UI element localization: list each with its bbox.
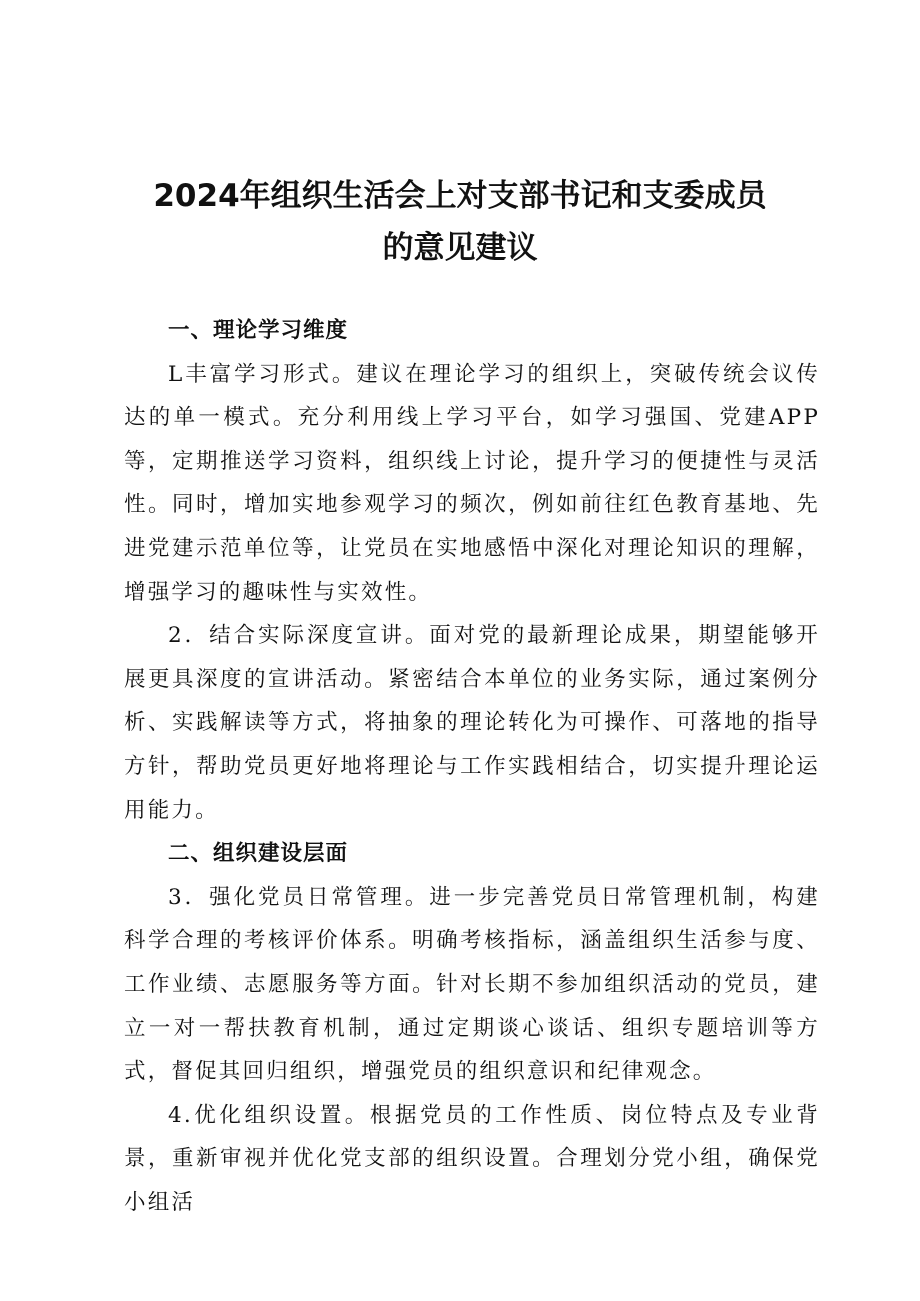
document-body <box>124 309 820 1224</box>
section-heading-organization: 二、组织建设层面 <box>168 841 349 867</box>
paragraph-2: 2．结合实际深度宣讲。面对党的最新理论成果，期望能够开展更具深度的宣讲活动。紧密结合本单位的业务实际，通过案例分析、实践解读等方式，将抽象的理论转化为可操作、可落地的指导方针，帮助党员更好地将理论与工作实践相结合，切实提升理论运用能力。 <box>124 623 820 823</box>
paragraph-1: L丰富学习形式。建议在理论学习的组织上，突破传统会议传达的单一模式。充分利用线上学习平台，如学习强国、党建APP等，定期推送学习资料，组织线上讨论，提升学习的便捷性与灵活性。同时，增加实地参观学习的频次，例如前往红色教育基地、先进党建示范单位等，让党员在实地感悟中深化对理论知识的理解，增强学习的趣味性与实效性。 <box>124 361 820 605</box>
section-heading-theory: 一、理论学习维度 <box>168 318 349 343</box>
paragraph-4: 4.优化组织设置。根据党员的工作性质、岗位特点及专业背景，重新审视并优化党支部的组织设置。合理划分党小组，确保党小组活 <box>124 1102 820 1215</box>
document-title-line-1: 2024年组织生活会上对支部书记和支委成员 <box>153 178 767 214</box>
paragraph-3: 3．强化党员日常管理。进一步完善党员日常管理机制，构建科学合理的考核评价体系。明确考核指标，涵盖组织生活参与度、工作业绩、志愿服务等方面。针对长期不参加组织活动的党员，建立一对一帮扶教育机制，通过定期谈心谈话、组织专题培训等方式，督促其回归组织，增强党员的组织意识和纪律观念。 <box>124 884 820 1085</box>
document-title-line-2: 的意见建议 <box>382 230 538 266</box>
